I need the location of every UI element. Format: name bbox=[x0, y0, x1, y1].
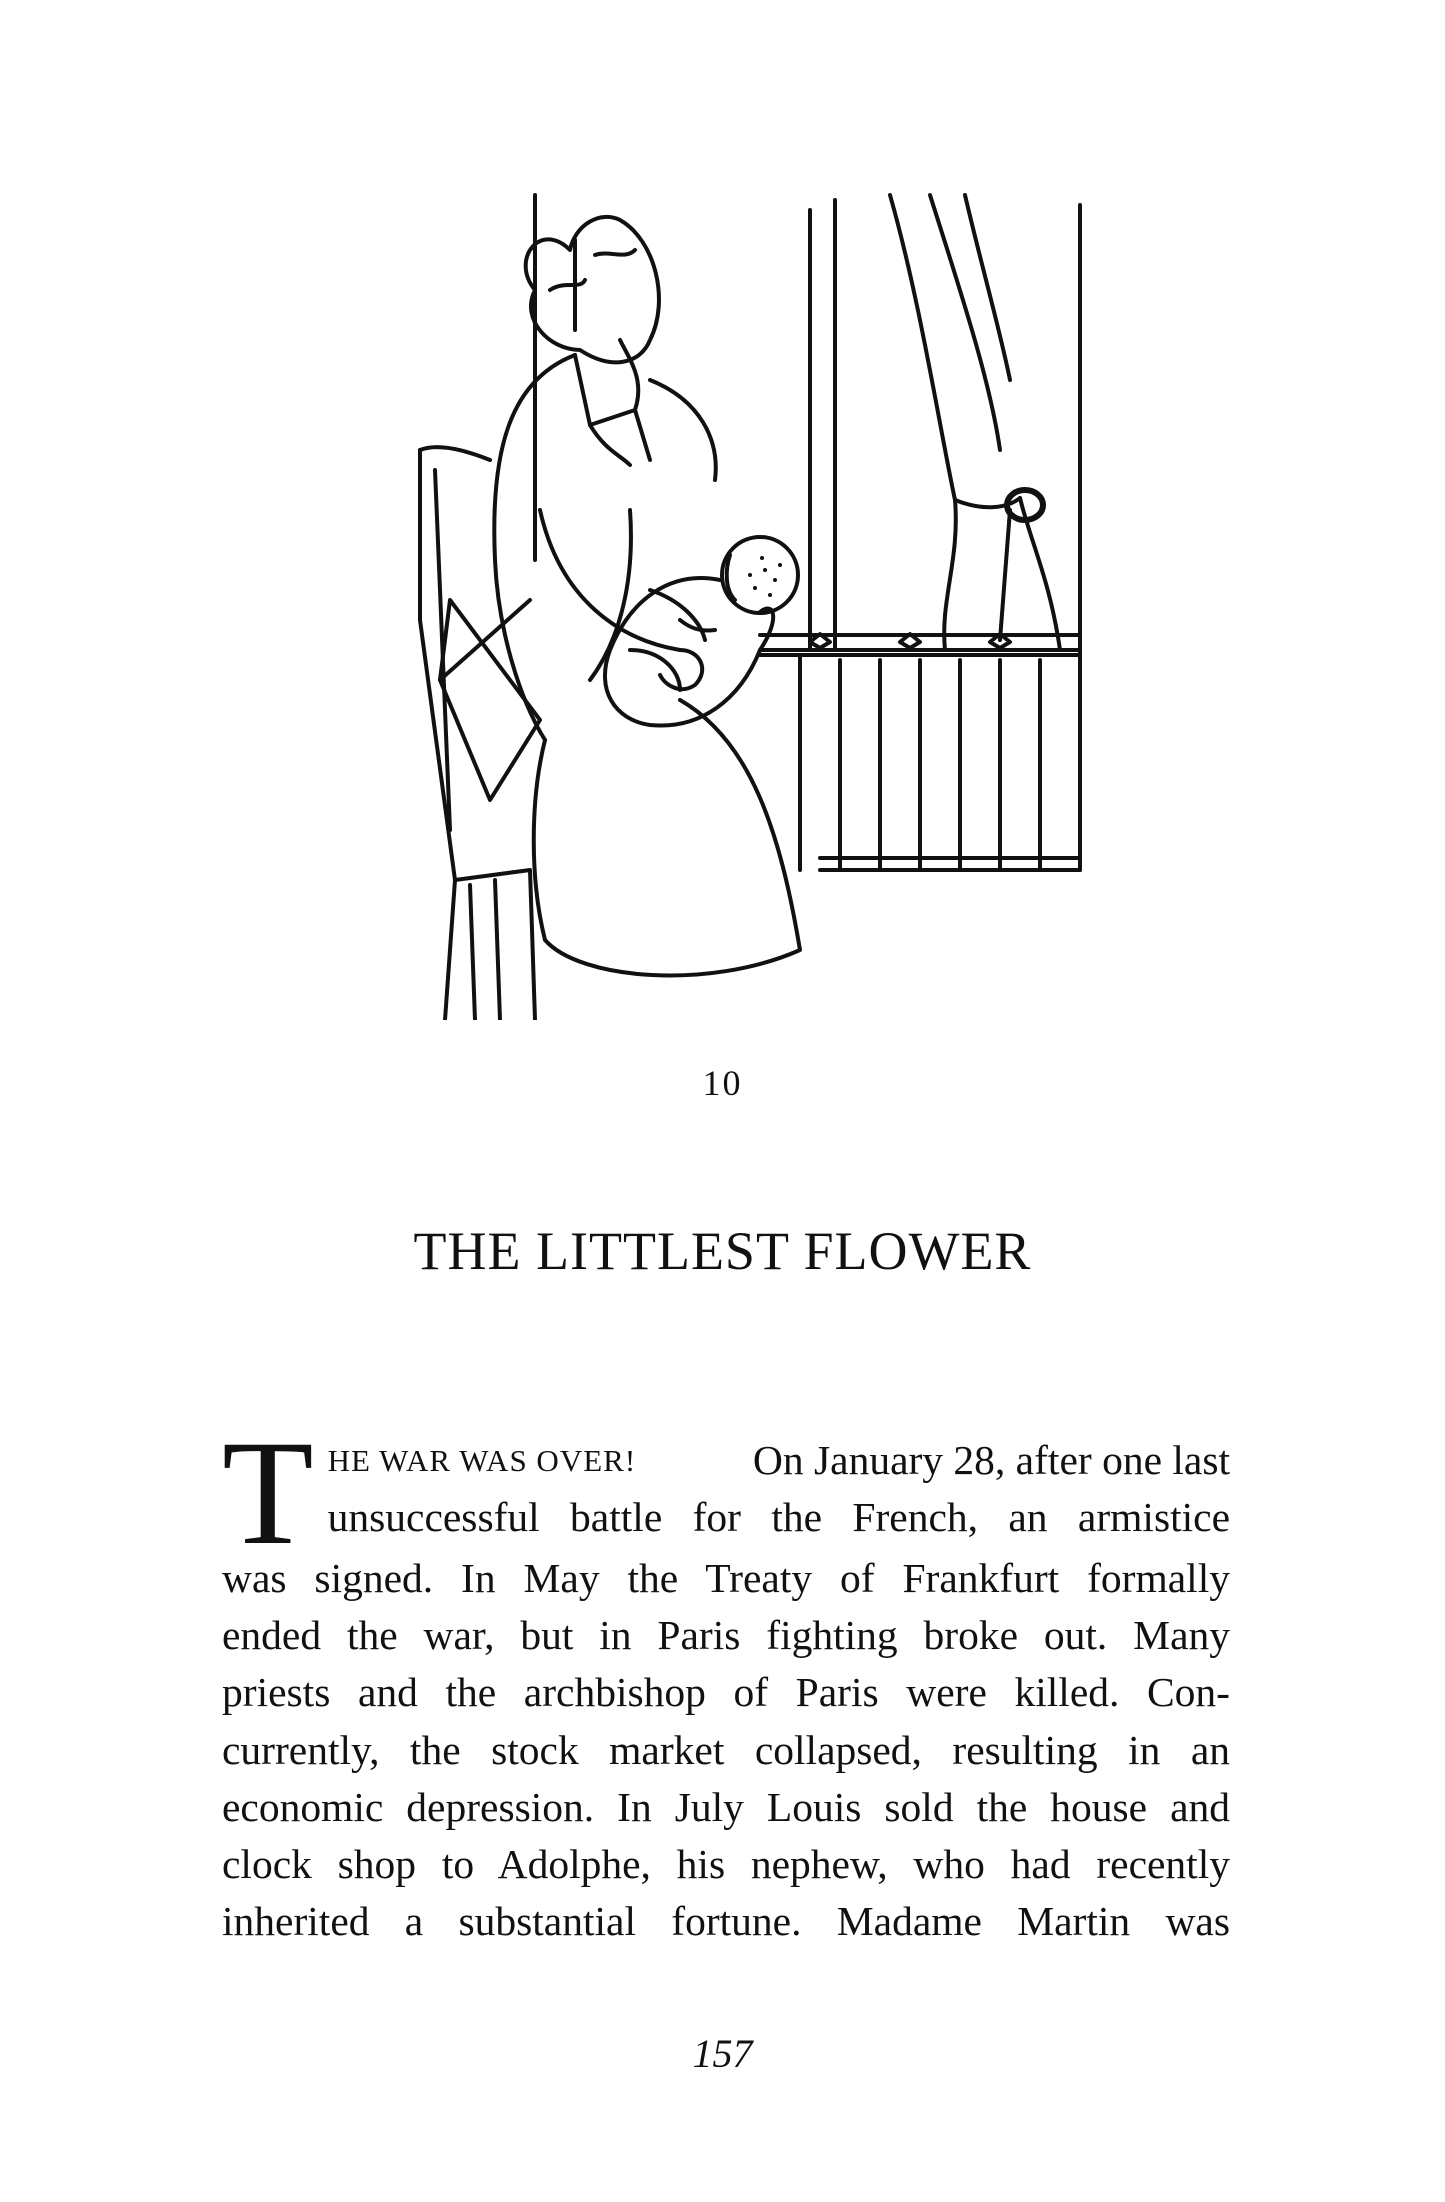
chapter-title: THE LITTLEST FLOWER bbox=[413, 1221, 1032, 1281]
text-line-3: was signed. In May the Treaty of Frankfurt formally bbox=[222, 1555, 1230, 1601]
text-line-6: currently, the stock market collapsed, resulting in an bbox=[222, 1726, 1230, 1773]
text-line-4: ended the war, but in Paris fighting broke out. Many bbox=[222, 1612, 1230, 1659]
text-line-7: economic depression. In July Louis sold the house and bbox=[222, 1783, 1230, 1830]
text-line-1-rest: On January 28, after one last bbox=[752, 1437, 1230, 1483]
text-line-1 bbox=[328, 1432, 1230, 1489]
opening-smallcaps: HE WAR WAS OVER! bbox=[327, 1443, 637, 1478]
baby-head bbox=[722, 537, 798, 613]
woman-head bbox=[526, 217, 659, 362]
collar bbox=[575, 355, 650, 460]
chapter-number: 10 bbox=[702, 1063, 743, 1103]
text-line-9: inherited a substantial fortune. Madame Martin was bbox=[222, 1898, 1230, 1945]
curtain bbox=[890, 195, 956, 650]
text-line-5: priests and the archbishop of Paris were killed. Con- bbox=[222, 1669, 1230, 1716]
text-line-2: unsuccessful battle for the French, an armistice bbox=[327, 1494, 1230, 1541]
chapter-body-text bbox=[222, 1410, 1230, 1950]
page-number: 157 bbox=[692, 2031, 753, 2076]
mother-holding-baby-illustration bbox=[380, 180, 1090, 1020]
text-line-8: clock shop to Adolphe, his nephew, who had recently bbox=[222, 1840, 1230, 1887]
drop-cap: T bbox=[222, 1410, 314, 1576]
